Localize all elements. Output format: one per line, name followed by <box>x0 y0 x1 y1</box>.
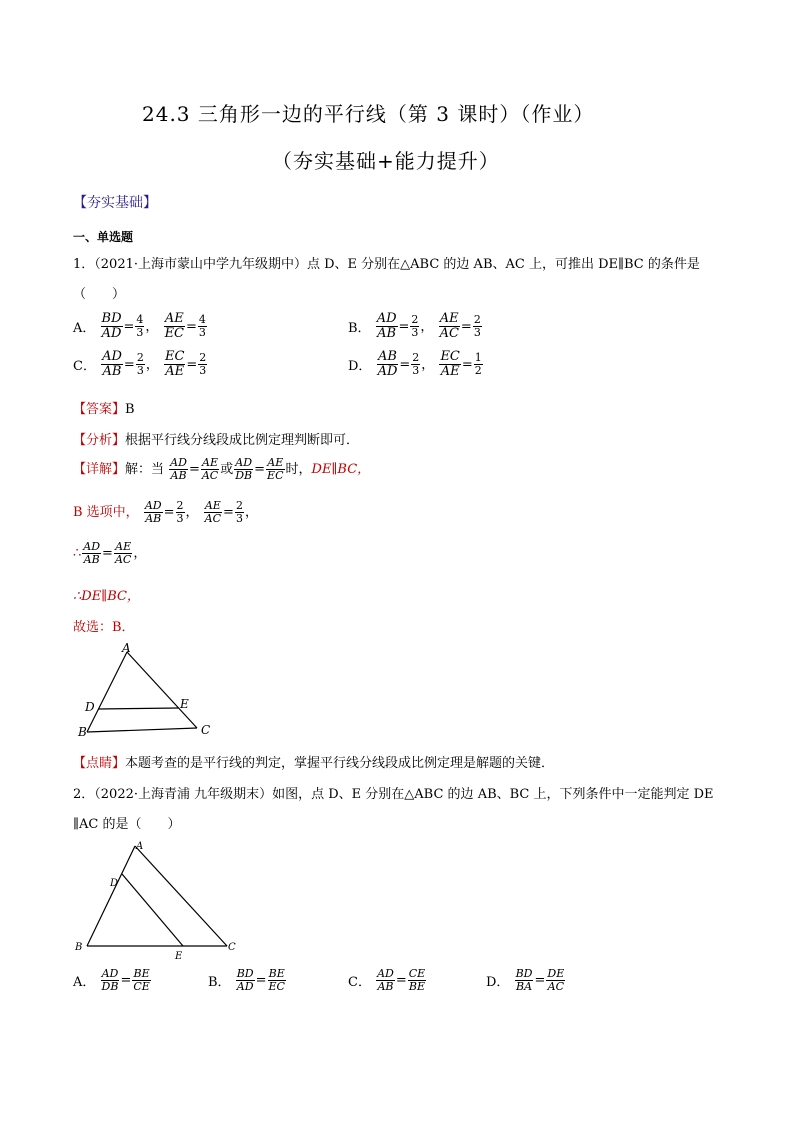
q1-option-b: B． $\frac{AD}{AB}$ = $\frac{2}{3}$ ， $\frac{AE}{AC}$ = $\frac{2}{3}$ <box>348 311 481 342</box>
q2-option-c: C． $\frac{AD}{AB}$ = $\frac{CE}{BE}$ <box>348 967 426 994</box>
q1-option-c: C． $\frac{AD}{AB}$ = $\frac{2}{3}$ ， $\frac{EC}{AE}$ = $\frac{2}{3}$ <box>73 349 207 380</box>
q1-stem: 1．（2021·上海市蒙山中学九年级期中）点 D、E 分别在△ABC 的边 AB、AC 上，可推出 DE∥BC 的条件是 <box>73 257 700 272</box>
label-d: D <box>85 700 95 714</box>
q2-triangle-figure <box>70 836 240 966</box>
q1-comment: 【点睛】本题考查的是平行线的判定，掌握平行线分线段成比例定理是解题的关键． <box>73 756 555 771</box>
side-ab <box>87 846 135 946</box>
q1-choose: 故选：B． <box>73 620 135 635</box>
side-ac <box>127 652 197 728</box>
section-label: 【夯实基础】 <box>73 195 157 211</box>
section-heading: 一、单选题 <box>73 230 134 244</box>
q2-stem: 2．（2022·上海青浦 九年级期末）如图，点 D、E 分别在△ABC 的边 AB、BC 上，下列条件中一定能判定 DE <box>73 787 714 802</box>
q2-option-d: D． $\frac{BD}{BA}$ = $\frac{DE}{AC}$ <box>486 967 565 994</box>
label-c: C <box>201 723 211 737</box>
label-b: B <box>75 942 83 953</box>
q1-option-a: A． $\frac{BD}{AD}$ = $\frac{4}{3}$ ， $\frac{AE}{EC}$ = $\frac{4}{3}$ <box>73 311 206 342</box>
q2-option-a: A． $\frac{AD}{DB}$ = $\frac{BE}{CE}$ <box>73 967 150 994</box>
segment-de <box>122 874 183 946</box>
q1-detail-line2: B 选项中， $\frac{AD}{AB}$ = $\frac{2}{3}$ ， $\frac{AE}{AC}$ = $\frac{2}{3}$ ， <box>73 499 258 526</box>
page-subtitle: （夯实基础+能力提升） <box>272 149 500 173</box>
q1-detail: 【详解】解：当 $\frac{AD}{AB}$ = $\frac{AE}{AC}$ 或 $\frac{AD}{DB}$ = $\frac{AE}{EC}$ 时，DE∥BC， <box>73 456 371 483</box>
page-title: 24.3 三角形一边的平行线（第 3 课时）（作业） <box>142 102 595 126</box>
label-a: A <box>136 841 144 852</box>
label-e: E <box>175 951 183 962</box>
q1-answer: 【答案】B <box>73 402 135 417</box>
q1-therefore-2: ∴DE∥BC， <box>73 589 140 604</box>
side-ac <box>135 846 227 946</box>
label-d: D <box>110 878 119 889</box>
label-a: A <box>122 641 131 655</box>
q1-triangle-figure <box>80 640 220 740</box>
q1-stem-paren: （ ） <box>73 287 126 302</box>
q2-option-b: B． $\frac{BD}{AD}$ = $\frac{BE}{EC}$ <box>208 967 285 994</box>
side-bc <box>87 728 197 732</box>
side-ab <box>87 652 127 732</box>
label-e: E <box>180 697 189 711</box>
segment-de <box>98 708 179 709</box>
q1-therefore-1: ∴ $\frac{AD}{AB}$ = $\frac{AE}{AC}$ ， <box>73 540 147 567</box>
q1-analysis: 【分析】根据平行线分线段成比例定理判断即可． <box>73 433 360 448</box>
q2-stem-2: ∥AC 的是（ ） <box>73 817 181 832</box>
label-b: B <box>78 725 87 739</box>
q1-option-d: D． $\frac{AB}{AD}$ = $\frac{2}{3}$ ， $\frac{EC}{AE}$ = $\frac{1}{2}$ <box>348 349 482 380</box>
label-c: C <box>228 942 236 953</box>
